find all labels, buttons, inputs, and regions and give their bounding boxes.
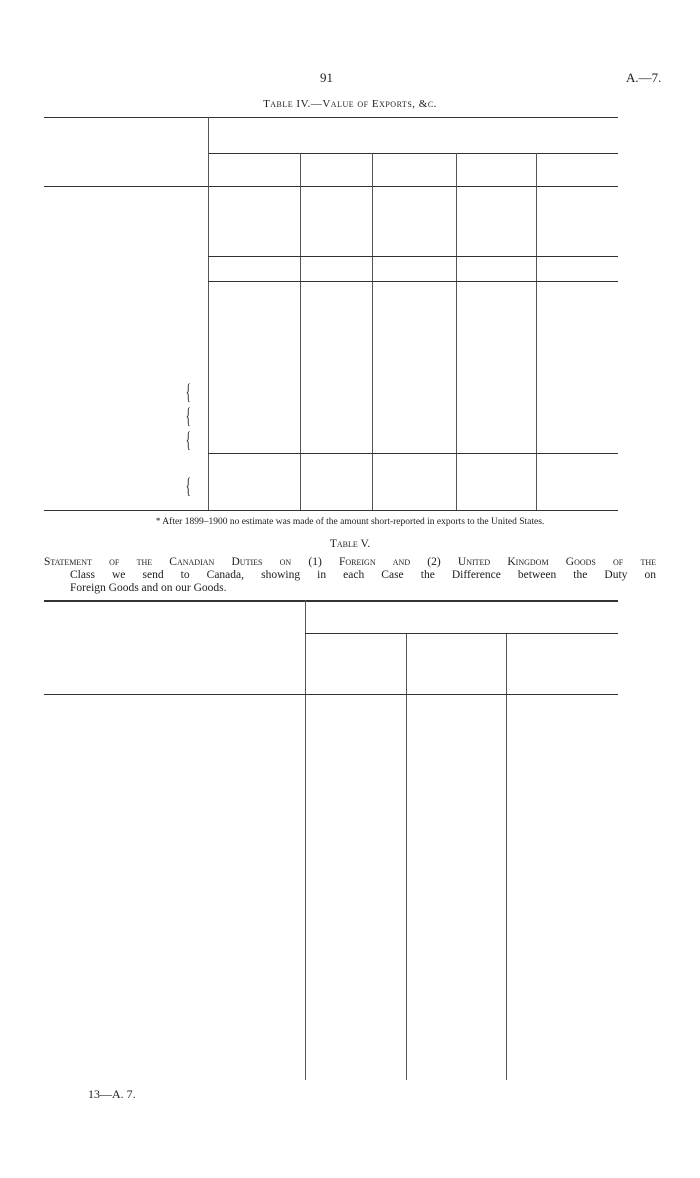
table4-footnote: * After 1899–1900 no estimate was made of the amount short-reported in exports to the United States. <box>155 517 545 527</box>
subtotal-rule <box>208 281 618 282</box>
statement-line: Class we send to Canada, showing in each Case the Difference between the Duty on <box>70 569 656 581</box>
brace-mark: { <box>185 473 191 498</box>
preferential-rule <box>506 633 507 1080</box>
table4-column-rule <box>300 153 301 510</box>
customs-rule <box>305 633 618 634</box>
table4-top-rule <box>44 117 618 118</box>
statement-line: Statement of the Canadian Duties on (1) Foreign and (2) United Kingdom Goods of the <box>44 556 656 568</box>
page-number: 91 <box>320 70 333 85</box>
table4-column-rule <box>372 153 373 510</box>
document-code: A.—7. <box>626 70 662 85</box>
table4-title: Table IV.—Value of Exports, &c. <box>263 98 437 110</box>
table4-years-rule <box>208 153 618 154</box>
table5-title: Table V. <box>329 538 371 550</box>
table5-statement <box>44 556 656 595</box>
general-rule <box>406 633 407 1080</box>
brace-mark: { <box>185 427 191 452</box>
table5-header-rule <box>44 694 618 695</box>
brace-mark: { <box>185 403 191 428</box>
table4-bottom-rule <box>44 510 618 511</box>
table4-column-rule <box>456 153 457 510</box>
table4-stub-rule <box>208 117 209 510</box>
articles-rule <box>305 600 306 1080</box>
statement-line: Foreign Goods and on our Goods. <box>70 582 227 594</box>
brace-mark: { <box>185 379 191 404</box>
table4-column-rule <box>536 153 537 510</box>
table4-header-rule <box>44 186 618 187</box>
grand-total-rule <box>208 453 618 454</box>
signature-mark: 13—A. 7. <box>88 1087 136 1101</box>
subtotal-rule <box>208 256 618 257</box>
table5-top-rule <box>44 600 618 602</box>
